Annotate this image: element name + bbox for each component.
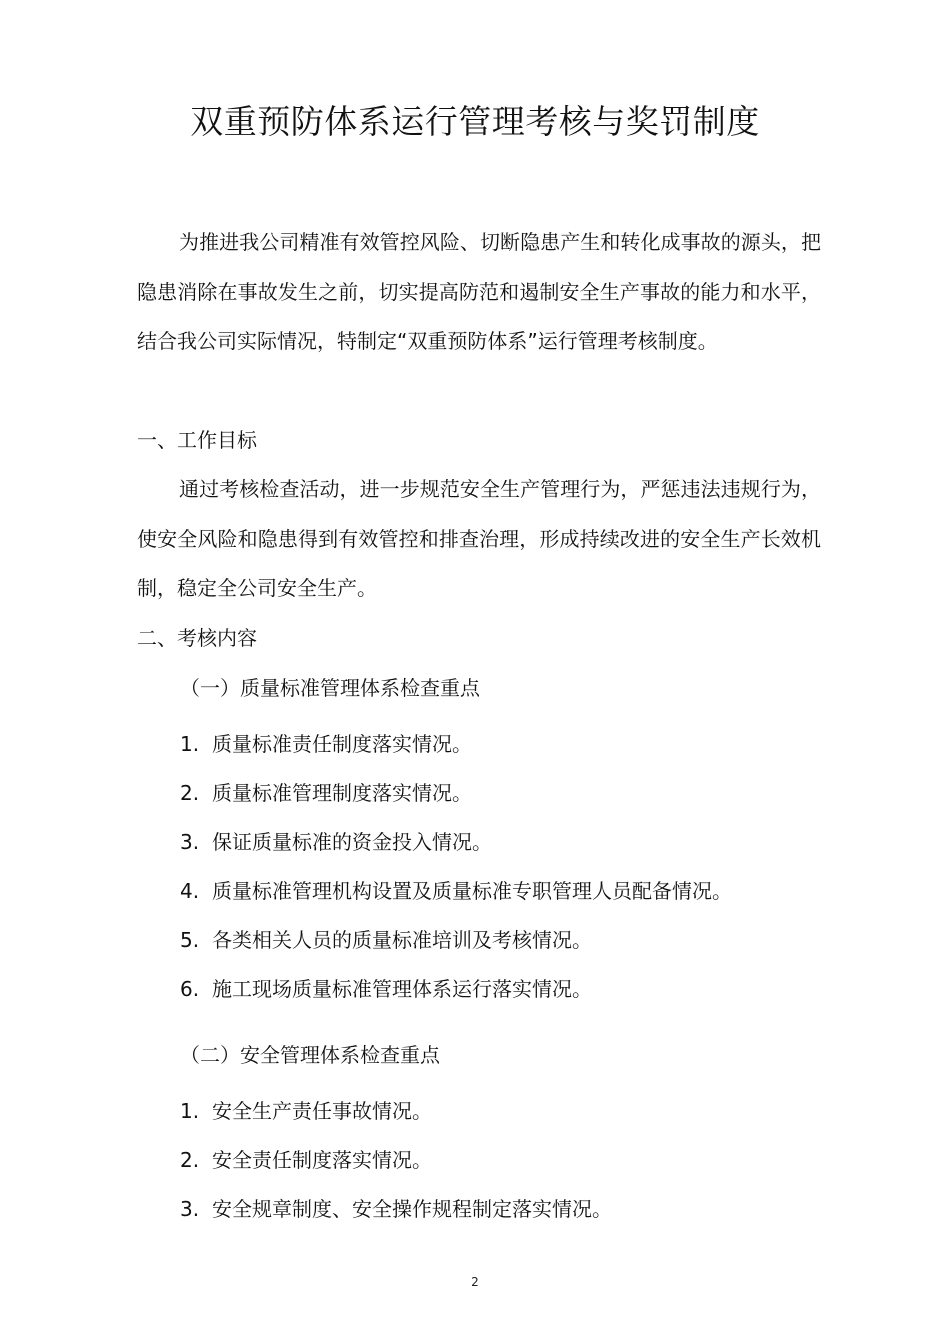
intro-paragraph: 为推进我公司精准有效管控风险、切断隐患产生和转化成事故的源头，把隐患消除在事故发生之前，切实提高防范和遏制安全生产事故的能力和水平，结合我公司实际情况，特制定“双重预防体系”运行管理考核制度。 — [137, 230, 821, 353]
list-item-number: 1. — [180, 1099, 200, 1123]
list-item-text: 保证质量标准的资金投入情况。 — [212, 830, 492, 854]
section-heading-content: 二、考核内容 — [137, 626, 257, 650]
list-item-number: 4. — [180, 879, 200, 903]
list-item — [180, 1146, 432, 1174]
list-item — [180, 828, 492, 856]
list-item-text: 安全责任制度落实情况。 — [212, 1148, 432, 1172]
list-item-text: 质量标准责任制度落实情况。 — [212, 732, 472, 756]
list-item — [180, 1097, 432, 1125]
list-item-text: 安全规章制度、安全操作规程制定落实情况。 — [212, 1197, 612, 1221]
subsection-heading-quality: （一）质量标准管理体系检查重点 — [180, 676, 480, 700]
list-item-number: 2. — [180, 781, 200, 805]
list-item-number: 3. — [180, 1197, 200, 1221]
list-item-text: 各类相关人员的质量标准培训及考核情况。 — [212, 928, 592, 952]
list-item — [180, 975, 592, 1003]
list-item — [180, 877, 732, 905]
list-item — [180, 926, 592, 954]
list-item-number: 2. — [180, 1148, 200, 1172]
list-item-text: 质量标准管理机构设置及质量标准专职管理人员配备情况。 — [212, 879, 732, 903]
list-item — [180, 730, 472, 758]
list-item-text: 安全生产责任事故情况。 — [212, 1099, 432, 1123]
list-item-number: 3. — [180, 830, 200, 854]
section-heading-goals: 一、工作目标 — [137, 428, 257, 452]
list-item-number: 5. — [180, 928, 200, 952]
list-item-text: 质量标准管理制度落实情况。 — [212, 781, 472, 805]
list-item-text: 施工现场质量标准管理体系运行落实情况。 — [212, 977, 592, 1001]
document-title: 双重预防体系运行管理考核与奖罚制度 — [190, 102, 760, 141]
list-item — [180, 1195, 612, 1223]
list-item-number: 1. — [180, 732, 200, 756]
goals-paragraph: 通过考核检查活动，进一步规范安全生产管理行为，严惩违法违规行为，使安全风险和隐患得到有效管控和排查治理，形成持续改进的安全生产长效机制，稳定全公司安全生产。 — [137, 477, 821, 600]
list-item — [180, 779, 472, 807]
subsection-heading-safety: （二）安全管理体系检查重点 — [180, 1043, 440, 1067]
page-number: 2 — [471, 1275, 479, 1289]
list-item-number: 6. — [180, 977, 200, 1001]
